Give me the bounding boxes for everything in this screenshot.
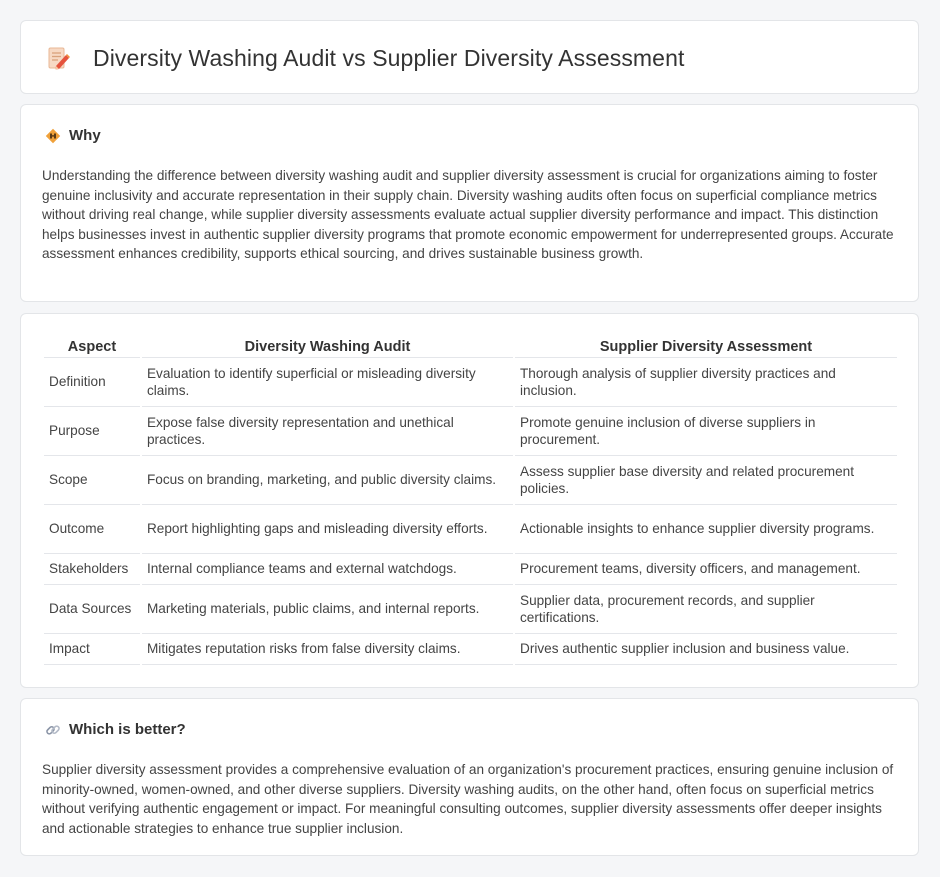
header-supplier-diversity-assessment: Supplier Diversity Assessment bbox=[515, 336, 897, 358]
audit-cell: Evaluation to identify superficial or misleading diversity claims. bbox=[142, 358, 513, 407]
aspect-cell: Data Sources bbox=[44, 585, 140, 634]
header-card bbox=[20, 20, 919, 94]
better-heading: Which is better? bbox=[69, 721, 186, 738]
header-diversity-washing-audit: Diversity Washing Audit bbox=[142, 336, 513, 358]
audit-cell: Internal compliance teams and external watchdogs. bbox=[142, 554, 513, 585]
audit-cell: Mitigates reputation risks from false diversity claims. bbox=[142, 634, 513, 665]
page-title: Diversity Washing Audit vs Supplier Diversity Assessment bbox=[93, 45, 685, 71]
table-row bbox=[44, 634, 897, 665]
aspect-cell: Purpose bbox=[44, 407, 140, 456]
why-text: Understanding the difference between diversity washing audit and supplier diversity assessment is crucial for organizations aiming to foster genuine inclusivity and accurate representation in their supply chain. Diversity washing audits often focus on superficial compliance metrics without driving real change, while supplier diversity assessments evaluate actual supplier diversity performance and impact. This distinction helps businesses invest in authentic supplier diversity programs that promote economic empowerment for underrepresented groups. Accurate assessment enhances credibility, supports ethical sourcing, and drives sustainable business growth. bbox=[42, 168, 894, 261]
aspect-cell: Outcome bbox=[44, 505, 140, 554]
link-icon bbox=[45, 722, 61, 738]
comparison-section bbox=[20, 313, 919, 688]
which-is-better-section bbox=[20, 698, 919, 856]
assessment-cell: Thorough analysis of supplier diversity practices and inclusion. bbox=[515, 358, 897, 407]
header-aspect: Aspect bbox=[44, 336, 140, 358]
document-pencil-icon bbox=[47, 46, 71, 72]
aspect-cell: Impact bbox=[44, 634, 140, 665]
better-text: Supplier diversity assessment provides a comprehensive evaluation of an organization's procurement practices, ensuring genuine inclusion of minority-owned, women-owned, and other diverse suppliers. Diversity washing audits, on the other hand, often focus on superficial metrics without verifying authentic engagement or impact. For meaningful consulting outcomes, supplier diversity assessments offer deeper insights and actionable strategies to enhance true supplier inclusion. bbox=[42, 762, 894, 836]
table-row bbox=[44, 585, 897, 634]
better-heading-row bbox=[45, 721, 186, 738]
assessment-cell: Supplier data, procurement records, and supplier certifications. bbox=[515, 585, 897, 634]
assessment-cell: Procurement teams, diversity officers, and management. bbox=[515, 554, 897, 585]
table-row bbox=[44, 505, 897, 554]
audit-cell: Focus on branding, marketing, and public diversity claims. bbox=[142, 456, 513, 505]
table-row bbox=[44, 407, 897, 456]
table-row bbox=[44, 554, 897, 585]
why-heading-row bbox=[45, 127, 101, 144]
comparison-table bbox=[42, 336, 899, 665]
aspect-cell: Scope bbox=[44, 456, 140, 505]
aspect-cell: Definition bbox=[44, 358, 140, 407]
table-row bbox=[44, 456, 897, 505]
title-row bbox=[47, 45, 684, 72]
aspect-cell: Stakeholders bbox=[44, 554, 140, 585]
assessment-cell: Assess supplier base diversity and related procurement policies. bbox=[515, 456, 897, 505]
why-section bbox=[20, 104, 919, 302]
assessment-cell: Actionable insights to enhance supplier diversity programs. bbox=[515, 505, 897, 554]
audit-cell: Marketing materials, public claims, and internal reports. bbox=[142, 585, 513, 634]
audit-cell: Expose false diversity representation and unethical practices. bbox=[142, 407, 513, 456]
assessment-cell: Promote genuine inclusion of diverse suppliers in procurement. bbox=[515, 407, 897, 456]
diamond-signpost-icon bbox=[45, 128, 61, 144]
table-row bbox=[44, 358, 897, 407]
audit-cell: Report highlighting gaps and misleading diversity efforts. bbox=[142, 505, 513, 554]
why-heading: Why bbox=[69, 127, 101, 144]
table-header-row bbox=[44, 336, 897, 358]
assessment-cell: Drives authentic supplier inclusion and business value. bbox=[515, 634, 897, 665]
